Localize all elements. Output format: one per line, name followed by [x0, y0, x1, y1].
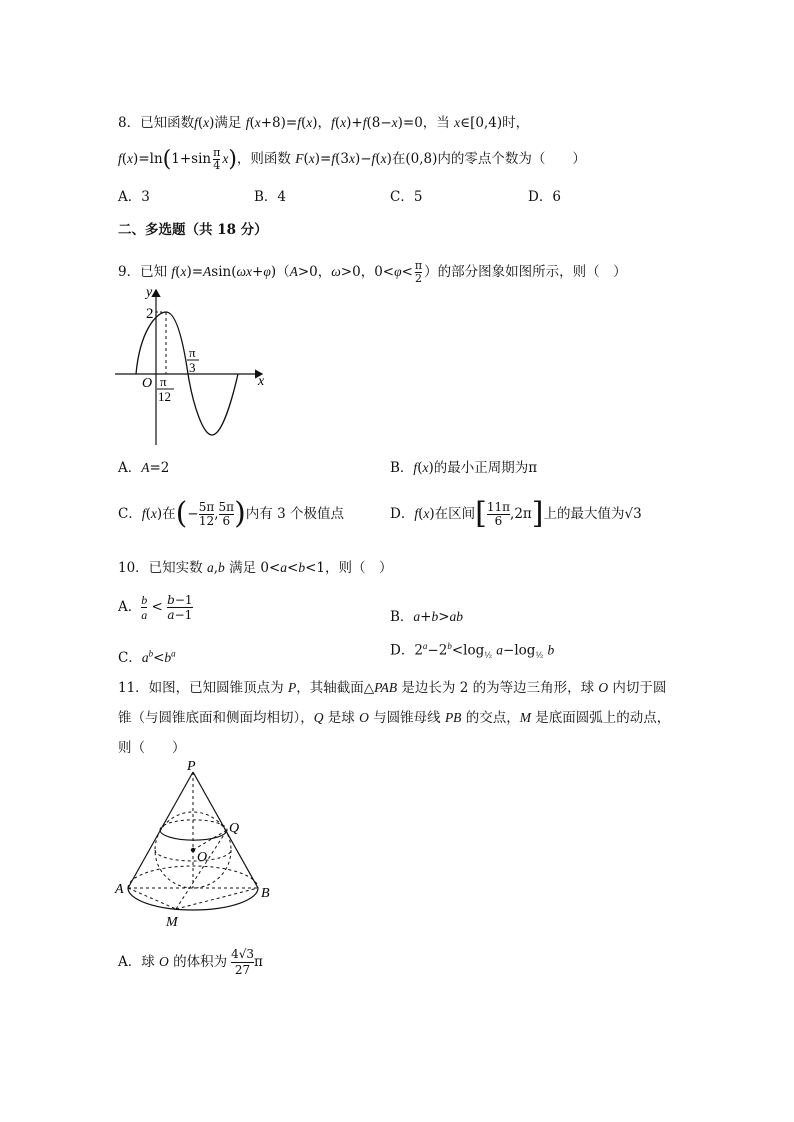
- section-heading: 二、多选题（共 18 分）: [118, 222, 268, 238]
- q9-sine-graph: [110, 282, 285, 447]
- q9-option-a: A．A=2: [118, 460, 170, 476]
- q10-option-c: C．$a^b<b^a$: [118, 648, 176, 666]
- q11-option-a: A．球 O 的体积为 $\frac{4√3}{27}$ π: [118, 947, 263, 977]
- center-point-o: [191, 848, 195, 852]
- q9-option-d: D．f(x)在区间[ $\frac{11\pi}{6}$ ,2π]上的最大值为√3: [390, 496, 642, 531]
- q8-option-b: B．4: [254, 189, 287, 205]
- q8-option-d: D．6: [528, 189, 561, 205]
- y-axis-label: y: [146, 285, 153, 300]
- q11-line2: 锥（与圆锥底面和侧面均相切），Q 是球 O 与圆锥母线 PB 的交点，M 是底面圆弧上的动点，: [118, 710, 671, 726]
- tick2-denominator: 3: [189, 360, 196, 375]
- segment-mq: [176, 830, 227, 909]
- segment-mb: [176, 888, 258, 909]
- q9-stem: 9．已知 f(x)=Asin(ωx+φ)（A>0，ω>0，0<φ< $\frac{\pi}{2}$ ）的部分图象如图所示，则（ ）: [118, 259, 627, 285]
- peak-value-label: 2: [146, 306, 154, 322]
- label-m: M: [166, 915, 178, 930]
- q10-option-d: D．$2^a-2^b<\log_{\frac{1}{2}}$ $a-\log_{\frac{1}{2}}$ b: [390, 641, 555, 661]
- q9-option-b: B．f(x)的最小正周期为π: [390, 460, 538, 476]
- q9-option-c: C．f(x)在(− $\frac{5\pi}{12}$ , $\frac{5\pi}{6}$ )内有 3 个极值点: [118, 496, 344, 531]
- x-axis-label: x: [258, 374, 265, 389]
- label-p: P: [187, 759, 196, 774]
- label-o: O: [197, 850, 208, 865]
- base-front-arc: [128, 888, 258, 910]
- tick1-denominator: 12: [158, 389, 171, 404]
- tick1-numerator: π: [160, 374, 167, 389]
- origin-label: O: [142, 376, 153, 391]
- tick2-numerator: π: [189, 345, 196, 360]
- q10-option-a: A． $\frac{b}{a}$ < $\frac{b-1}{a-1}$: [118, 593, 193, 622]
- label-a: A: [115, 882, 124, 897]
- q8-option-a: A．3: [118, 189, 150, 205]
- q10-stem: 10．已知实数 a,b 满足 0<a<b<1，则（ ）: [118, 560, 393, 576]
- q11-line3: 则（ ）: [118, 740, 186, 756]
- q11-cone-figure: [110, 755, 280, 930]
- label-q: Q: [229, 821, 240, 836]
- q8-option-c: C．5: [390, 189, 423, 205]
- q8-line2: f(x)=ln(1+sin $\frac{\pi}{4}$ x)，则函数 F(x)=f(3x)−f(x)在(0,8)内的零点个数为（ ）: [118, 146, 586, 172]
- label-b: B: [261, 886, 270, 901]
- q10-option-b: B．a+b>ab: [390, 609, 464, 625]
- q8-line1: 8．已知函数f(x)满足 f(x+8)=f(x)，f(x)+f(8−x)=0，当 x∈[0,4)时，: [118, 115, 530, 131]
- q11-line1: 11．如图，已知圆锥顶点为 P，其轴截面△PAB 是边长为 2 的为等边三角形，球 O 内切于圆: [118, 680, 667, 696]
